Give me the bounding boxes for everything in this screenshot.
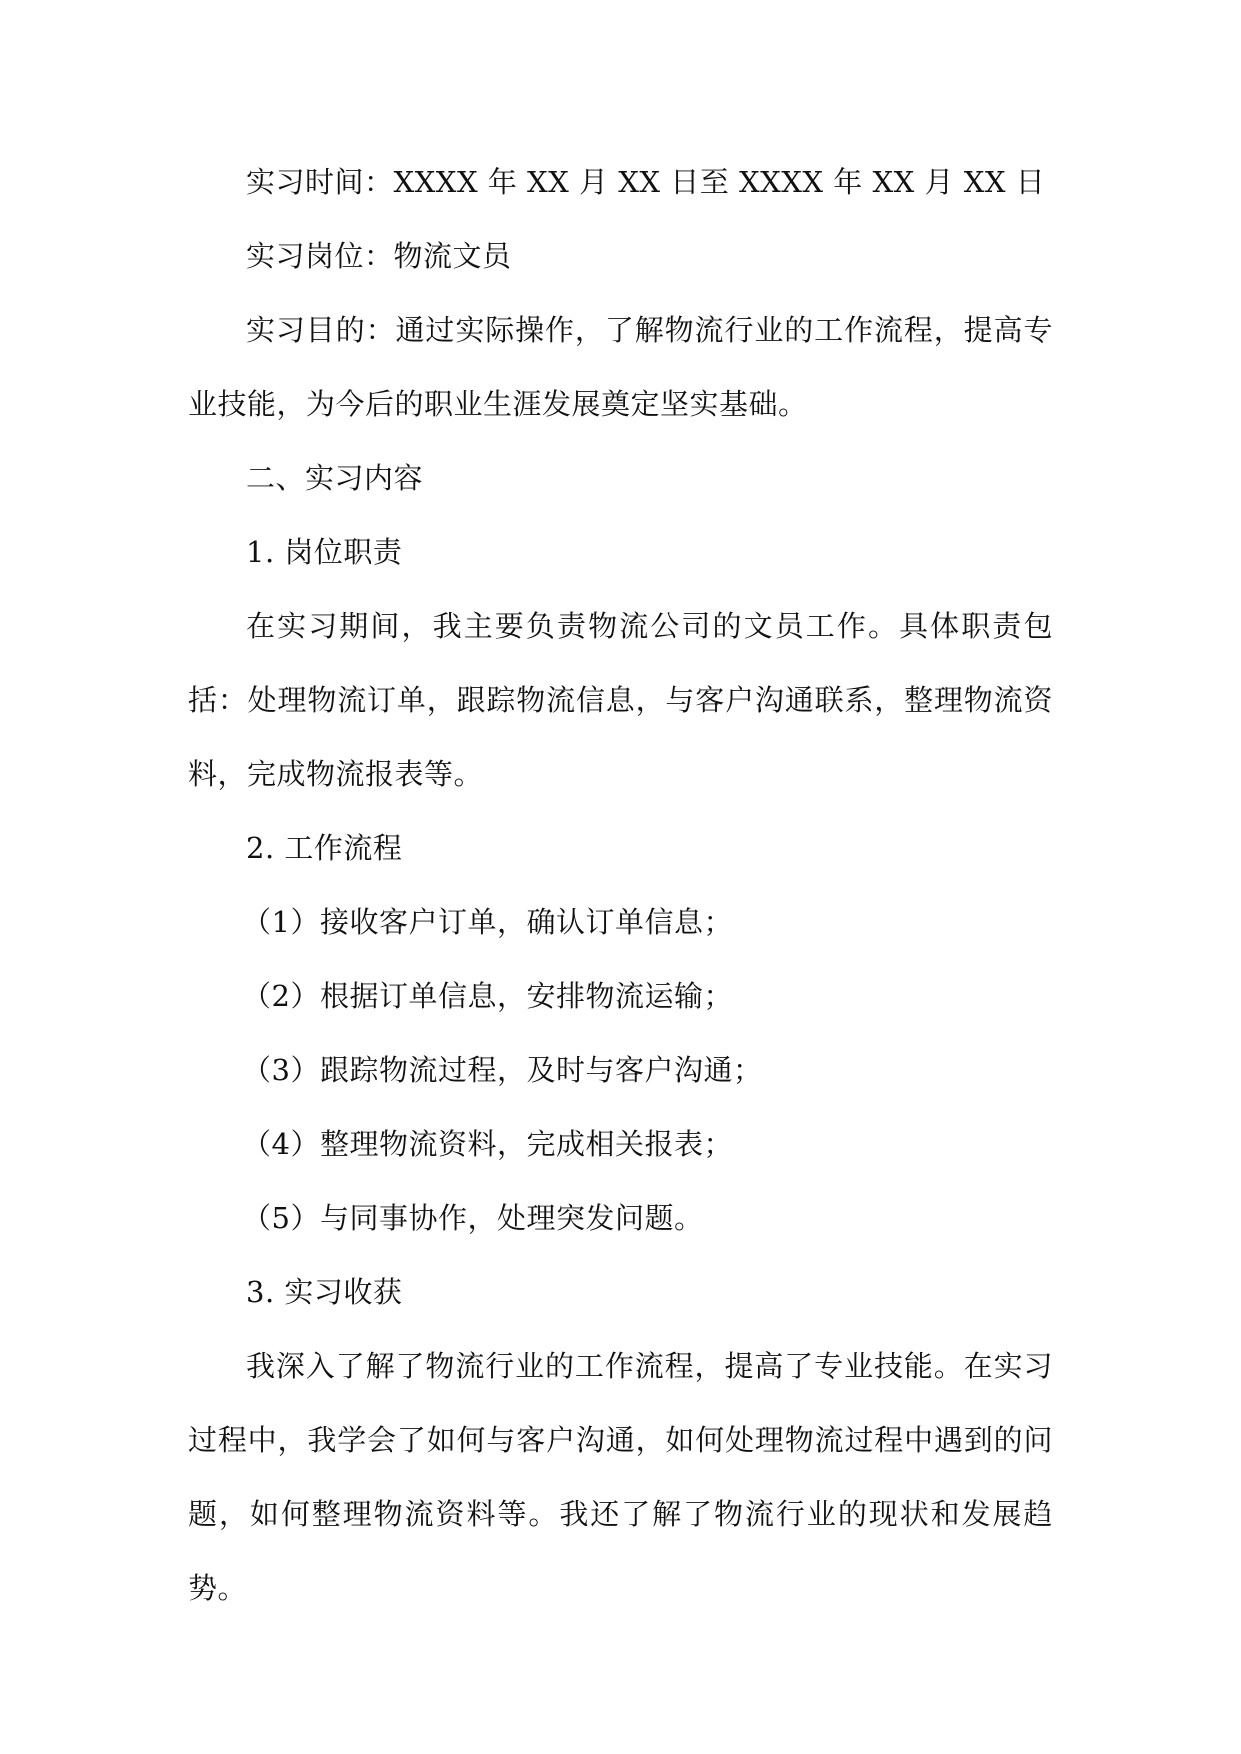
internship-time-label: 实习时间： <box>246 165 394 199</box>
workflow-step: （4）整理物流资料，完成相关报表； <box>242 1127 733 1161</box>
job-duties-paragraph: 在实习期间，我主要负责物流公司的文员工作。具体职责包括：处理物流订单，跟踪物流信息，与客户沟通联系，整理物流资料，完成物流报表等。 <box>188 609 1053 791</box>
subsection-2-title: 2. 工作流程 <box>246 831 403 865</box>
workflow-step: （1）接收客户订单，确认订单信息； <box>242 905 733 939</box>
subsection-1-title: 1. 岗位职责 <box>246 535 403 569</box>
internship-position-line <box>188 219 1053 293</box>
workflow-step: （3）跟踪物流过程，及时与客户沟通； <box>242 1053 763 1087</box>
internship-gains-paragraph: 我深入了解了物流行业的工作流程，提高了专业技能。在实习过程中，我学会了如何与客户沟通，如何处理物流过程中遇到的问题，如何整理物流资料等。我还了解了物流行业的现状和发展趋势。 <box>188 1349 1053 1605</box>
internship-time-value: XXXX 年 XX 月 XX 日至 XXXX 年 XX 月 XX 日 <box>393 165 1046 199</box>
workflow-step: （2）根据订单信息，安排物流运输； <box>242 979 733 1013</box>
internship-position-label: 实习岗位： <box>246 239 394 273</box>
subsection-3-title: 3. 实习收获 <box>246 1275 403 1309</box>
workflow-step: （5）与同事协作，处理突发问题。 <box>242 1201 704 1235</box>
section-2-title: 二、实习内容 <box>246 461 424 495</box>
internship-position-value: 物流文员 <box>393 239 512 273</box>
document-body <box>188 145 1053 1625</box>
internship-purpose-paragraph: 实习目的：通过实际操作，了解物流行业的工作流程，提高专业技能，为今后的职业生涯发展奠定坚实基础。 <box>188 313 1053 421</box>
internship-time-line <box>188 145 1053 219</box>
